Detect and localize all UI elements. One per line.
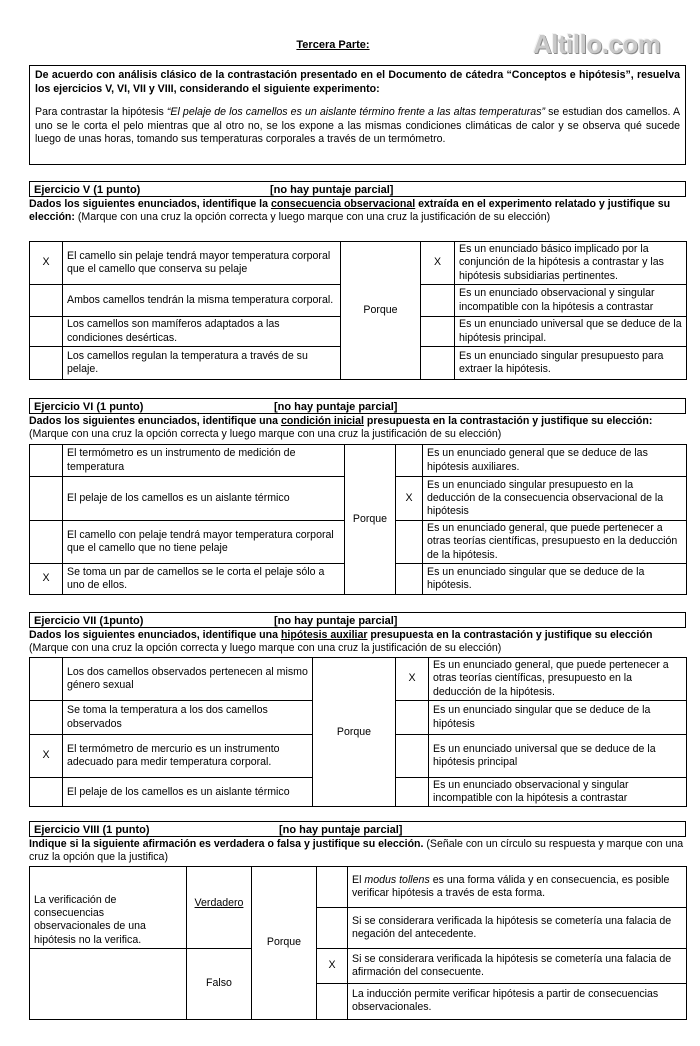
ex8-mark-2[interactable] [317,908,348,948]
ex8-justification-2: Si se considerara verificada la hipótesis se cometería una falacia de negación del antecedente. [348,908,687,948]
ex5-title: Ejercicio V (1 punto) [34,184,141,196]
ex7-left-mark-1[interactable] [30,658,63,701]
ex7-right-mark-1[interactable]: X [396,658,429,701]
ex7-option-2: Se toma la temperatura a los dos camellos observados [63,701,313,735]
ex5-justification-2: Es un enunciado observacional y singular incompatible con la hipótesis a contrastar [455,285,687,317]
ex6-option-1: El termómetro es un instrumento de medición de temperatura [63,445,345,477]
ex8-table [29,866,687,1020]
ex5-right-mark-2[interactable] [421,285,455,317]
ex5-justification-1: Es un enunciado básico implicado por la conjunción de la hipótesis a contrastar y las hipótesis subsidiarias pertinentes. [455,242,687,285]
ex7-no-partial: [no hay puntaje parcial] [274,615,398,627]
ex7-option-1: Los dos camellos observados pertenecen al mismo género sexual [63,658,313,701]
ex6-justification-2: Es un enunciado singular presupuesto en la deducción de la consecuencia observacional de la hipótesis [423,477,687,521]
ex5-justification-4: Es un enunciado singular presupuesto para extraer la hipótesis. [455,347,687,380]
ex6-table [29,444,687,595]
ex6-left-mark-1[interactable] [30,445,63,477]
ex8-mark-1[interactable] [317,867,348,908]
ex6-right-mark-3[interactable] [396,521,423,564]
ex6-header [29,398,686,414]
ex6-justification-4: Es un enunciado singular que se deduce de la hipótesis. [423,564,687,595]
ex7-justification-1: Es un enunciado general, que puede pertenecer a otras teorías científicas, presupuesto en la deducción de la hipótesis. [429,658,687,701]
site-logo: Altillo.com [533,29,661,59]
ex5-left-mark-3[interactable] [30,317,63,347]
ex6-option-2: El pelaje de los camellos es un aislante térmico [63,477,345,521]
ex7-option-4: El pelaje de los camellos es un aislante térmico [63,778,313,807]
ex7-title: Ejercicio VII (1punto) [34,615,144,627]
ex5-right-mark-4[interactable] [421,347,455,380]
ex7-justification-4: Es un enunciado observacional y singular incompatible con la hipótesis a contrastar [429,778,687,807]
ex8-header [29,821,686,837]
ex5-table [29,241,687,380]
ex6-left-mark-2[interactable] [30,477,63,521]
ex8-justification-4: La inducción permite verificar hipótesis a partir de consecuencias observacionales. [348,983,687,1019]
ex6-instructions: Dados los siguientes enunciados, identifique una condición inicial presupuesta en la contrastación y justifique su elección: (Marque con una cruz la opción correcta y luego marque con una cruz la justificación de su elección) [29,415,653,441]
ex5-left-mark-4[interactable] [30,347,63,380]
ex7-left-mark-2[interactable] [30,701,63,735]
ex5-right-mark-3[interactable] [421,317,455,347]
ex6-right-mark-4[interactable] [396,564,423,595]
ex5-justification-3: Es un enunciado universal que se deduce de la hipótesis principal. [455,317,687,347]
ex6-left-mark-3[interactable] [30,521,63,564]
ex7-left-mark-3[interactable]: X [30,735,63,778]
ex7-right-mark-2[interactable] [396,701,429,735]
ex8-justification-3: Si se considerara verificada la hipótesis se cometería una falacia de afirmación del consecuente. [348,948,687,983]
ex8-mark-4[interactable] [317,983,348,1019]
ex8-because: Porque [252,867,317,1020]
ex6-left-mark-4[interactable]: X [30,564,63,595]
ex7-left-mark-4[interactable] [30,778,63,807]
ex7-header [29,612,686,628]
ex6-option-3: El camello con pelaje tendrá mayor temperatura corporal que el camello que no tiene pelaje [63,521,345,564]
table-row [30,242,687,285]
ex6-right-mark-1[interactable] [396,445,423,477]
ex6-no-partial: [no hay puntaje parcial] [274,401,398,413]
intro-instruction: De acuerdo con análisis clásico de la contrastación presentado en el Documento de cátedra “Conceptos e hipótesis”, resuelva los ejercicios V, VI, VII y VIII, considerando el siguiente experimento: [35,69,680,95]
ex8-no-partial: [no hay puntaje parcial] [279,824,403,836]
table-row [30,867,687,908]
ex5-instructions: Dados los siguientes enunciados, identifique la consecuencia observacional extraída en el experimento relatado y justifique su elección: (Marque con una cruz la opción correcta y luego marque con una cruz la justificación de su elección) [29,198,671,224]
ex8-instructions: Indique si la siguiente afirmación es verdadera o falsa y justifique su elección. (Señale con un círculo su respuesta y marque con una cruz la opción que la justifica) [29,838,684,864]
ex5-option-2: Ambos camellos tendrán la misma temperatura corporal. [63,285,341,317]
ex6-justification-1: Es un enunciado general que se deduce de las hipótesis auxiliares. [423,445,687,477]
ex5-option-3: Los camellos son mamíferos adaptados a las condiciones desérticas. [63,317,341,347]
ex8-false-option[interactable]: Falso [187,948,252,1019]
table-row [30,658,687,701]
ex7-table [29,657,687,807]
ex5-left-mark-1[interactable]: X [30,242,63,285]
ex8-title: Ejercicio VIII (1 punto) [34,824,150,836]
ex6-title: Ejercicio VI (1 punto) [34,401,144,413]
ex7-justification-2: Es un enunciado singular que se deduce de la hipótesis [429,701,687,735]
ex8-statement-spacer [30,948,187,1019]
ex8-statement: La verificación de consecuencias observacionales de una hipótesis no la verifica. [30,867,187,949]
ex7-right-mark-4[interactable] [396,778,429,807]
ex6-option-4: Se toma un par de camellos se le corta el pelaje sólo a uno de ellos. [63,564,345,595]
ex7-option-3: El termómetro de mercurio es un instrumento adecuado para medir temperatura corporal. [63,735,313,778]
ex8-mark-3[interactable]: X [317,948,348,983]
table-row [30,445,687,477]
ex5-because: Porque [341,242,421,380]
ex7-right-mark-3[interactable] [396,735,429,778]
page-title: Tercera Parte: [296,39,370,51]
ex5-header [29,181,686,197]
ex5-right-mark-1[interactable]: X [421,242,455,285]
intro-experiment: Para contrastar la hipótesis “El pelaje de los camellos es un aislante término frente a las altas temperaturas” se estudian dos camellos. A uno se le corta el pelo mientras que al otro no, se los expone a las mismas condiciones climáticas de calor y se observa qué sucede luego de unas horas, tomando sus temperaturas corporales a través de un termómetro. [35,106,681,145]
intro-box [29,65,686,165]
intro-hypothesis: “El pelaje de los camellos es un aislante término frente a las altas temperaturas” [166,106,546,118]
ex6-justification-3: Es un enunciado general, que puede pertenecer a otras teorías científicas, presupuesto en la deducción de la hipótesis. [423,521,687,564]
ex6-right-mark-2[interactable]: X [396,477,423,521]
ex5-option-4: Los camellos regulan la temperatura a través de su pelaje. [63,347,341,380]
ex6-because: Porque [345,445,396,595]
ex8-justification-1: El modus tollens es una forma válida y en consecuencia, es posible verificar hipótesis a través de esta forma. [348,867,687,908]
ex5-no-partial: [no hay puntaje parcial] [270,184,394,196]
ex7-justification-3: Es un enunciado universal que se deduce de la hipótesis principal [429,735,687,778]
ex5-left-mark-2[interactable] [30,285,63,317]
table-row [30,948,687,983]
ex7-because: Porque [313,658,396,807]
ex7-instructions: Dados los siguientes enunciados, identifique una hipótesis auxiliar presupuesta en la contrastación y justifique su elección (Marque con una cruz la opción correcta y luego marque con una cruz la justificación de su elección) [29,629,653,655]
ex8-true-option[interactable]: Verdadero [187,867,252,949]
ex5-option-1: El camello sin pelaje tendrá mayor temperatura corporal que el camello que conserva su pelaje [63,242,341,285]
